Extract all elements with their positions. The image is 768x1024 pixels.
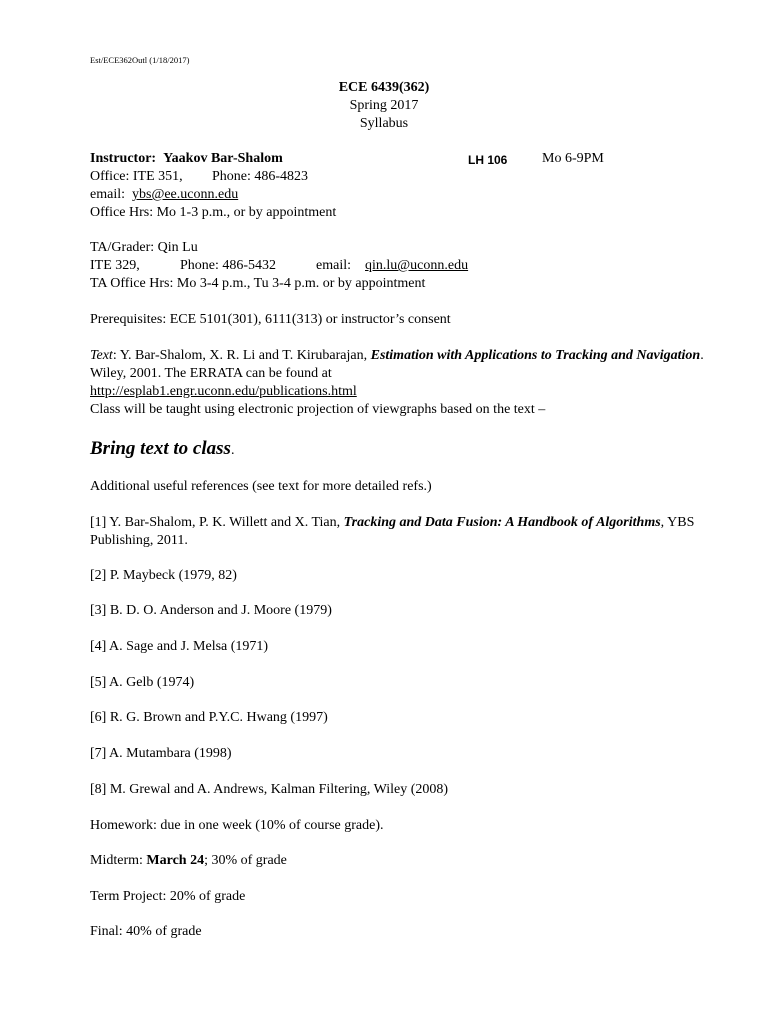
ta-email-link[interactable]: qin.lu@uconn.edu	[365, 258, 469, 273]
reference-1-title: Tracking and Data Fusion: A Handbook of Algorithms	[343, 515, 661, 530]
bring-text-period: .	[230, 443, 235, 458]
text-section	[90, 347, 710, 419]
ta-section	[90, 239, 710, 293]
ta-email-label: email:	[316, 258, 351, 273]
term-project-policy: Term Project: 20% of grade	[90, 889, 246, 904]
instructor-name: Yaakov Bar-Shalom	[163, 151, 283, 166]
instructor-section	[90, 150, 710, 222]
class-note: Class will be taught using electronic projection of viewgraphs based on the text –	[90, 402, 546, 417]
instructor-office-hours: Office Hrs: Mo 1-3 p.m., or by appointment	[90, 205, 337, 220]
bring-text-notice	[90, 437, 710, 461]
ta-office: ITE 329,	[90, 258, 140, 273]
course-term: Spring 2017	[349, 98, 419, 113]
reference-item: [4] A. Sage and J. Melsa (1971)	[90, 639, 269, 654]
text-authors: : Y. Bar-Shalom, X. R. Li and T. Kirubarajan,	[112, 348, 371, 363]
text-publisher: . Wiley, 2001. The ERRATA can be found at	[90, 348, 704, 381]
instructor-email-label: email:	[90, 187, 125, 202]
ta-office-hours: TA Office Hrs: Mo 3-4 p.m., Tu 3-4 p.m. or by appointment	[90, 276, 426, 291]
document-type: Syllabus	[359, 116, 409, 131]
prerequisites: Prerequisites: ECE 5101(301), 6111(313) or instructor’s consent	[90, 312, 451, 327]
midterm-label: Midterm:	[90, 853, 147, 868]
reference-item: [6] R. G. Brown and P.Y.C. Hwang (1997)	[90, 710, 328, 725]
midterm-weight: ; 30% of grade	[204, 853, 287, 868]
class-room: LH 106	[468, 153, 508, 167]
errata-link[interactable]: http://esplab1.engr.uconn.edu/publications.html	[90, 384, 357, 399]
reference-item: [3] B. D. O. Anderson and J. Moore (1979)	[90, 603, 332, 618]
reference-1-publisher: , YBS Publishing, 2011.	[90, 515, 695, 548]
reference-item: [5] A. Gelb (1974)	[90, 675, 195, 690]
ta-name: TA/Grader: Qin Lu	[90, 240, 198, 255]
midterm-policy	[90, 852, 710, 870]
instructor-label: Instructor:	[90, 151, 157, 166]
class-time: Mo 6-9PM	[542, 151, 604, 166]
instructor-email-link[interactable]: ybs@ee.uconn.edu	[132, 187, 239, 202]
midterm-date: March 24	[146, 853, 205, 868]
reference-1	[90, 514, 710, 550]
instructor-phone: Phone: 486-4823	[212, 169, 309, 184]
document-reference: Est/ECE362Outl (1/18/2017)	[90, 55, 190, 65]
reference-item: [2] P. Maybeck (1979, 82)	[90, 568, 237, 583]
ta-phone: Phone: 486-5432	[180, 258, 277, 273]
final-exam-policy: Final: 40% of grade	[90, 924, 202, 939]
instructor-office: Office: ITE 351,	[90, 169, 183, 184]
course-title-block	[0, 79, 768, 133]
bring-text: Bring text to class	[90, 438, 231, 459]
homework-policy: Homework: due in one week (10% of course grade).	[90, 818, 384, 833]
text-book-title: Estimation with Applications to Tracking and Navigation	[370, 348, 701, 363]
additional-references-heading: Additional useful references (see text for more detailed refs.)	[90, 479, 432, 494]
reference-item: [7] A. Mutambara (1998)	[90, 746, 232, 761]
reference-1-authors: [1] Y. Bar-Shalom, P. K. Willett and X. Tian,	[90, 515, 344, 530]
text-label: Text	[90, 348, 113, 363]
course-code: ECE 6439(362)	[338, 80, 430, 95]
reference-item: [8] M. Grewal and A. Andrews, Kalman Filtering, Wiley (2008)	[90, 782, 449, 797]
